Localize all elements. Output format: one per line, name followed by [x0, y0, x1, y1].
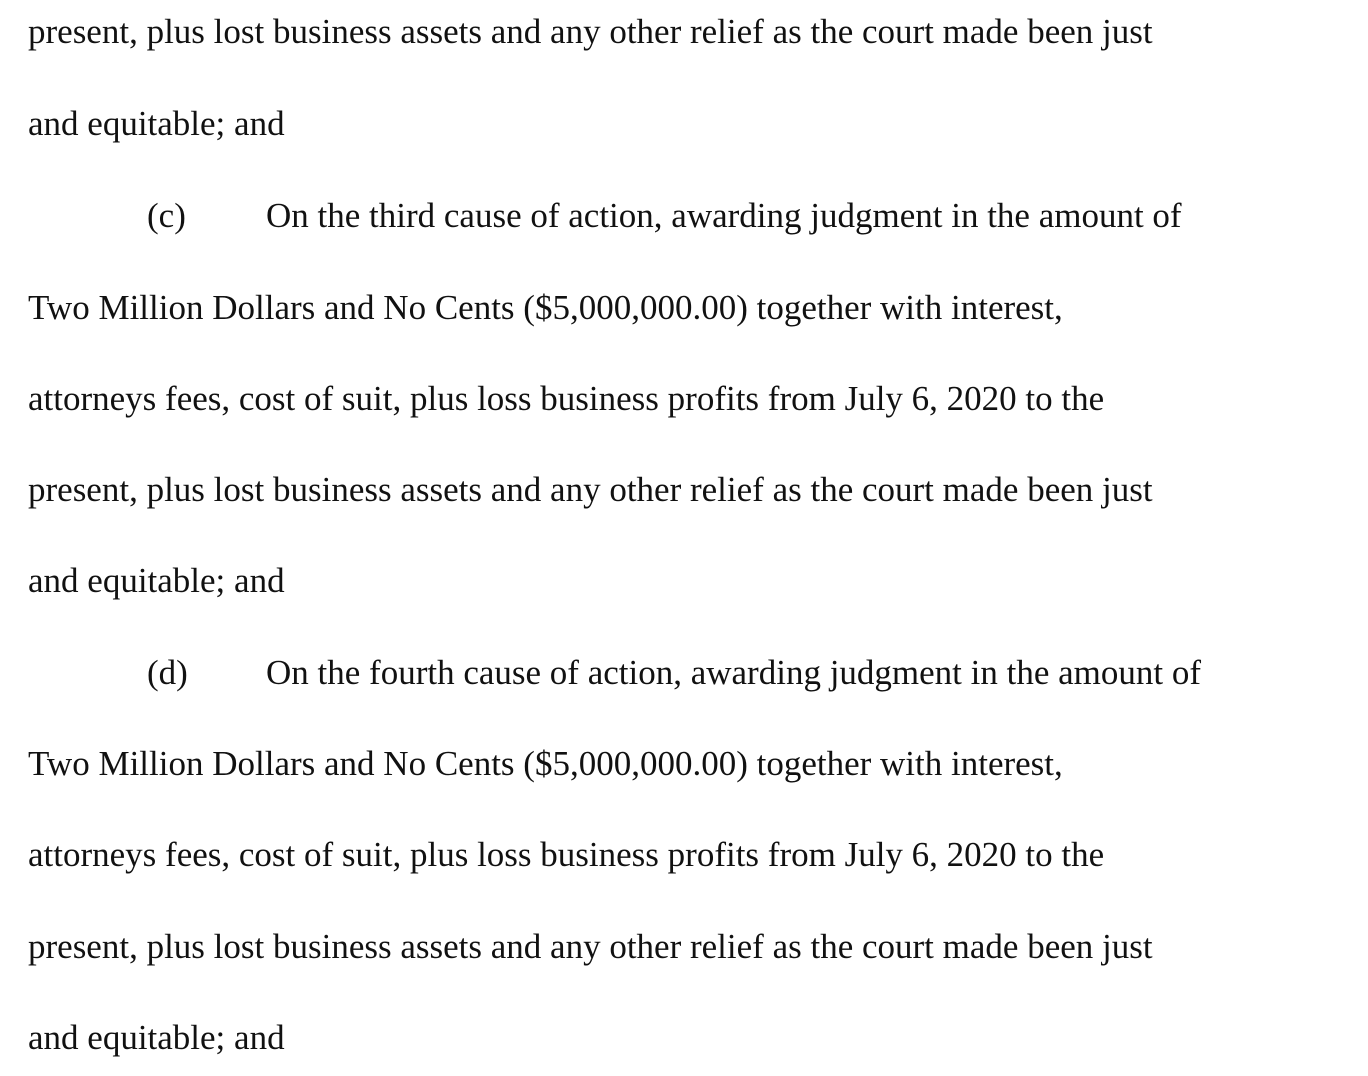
paragraph-d-first-line: On the fourth cause of action, awarding judgment in the amount of — [266, 653, 1202, 692]
text-line: and equitable; and — [28, 561, 285, 600]
paragraph-marker-d: (d) — [147, 653, 188, 692]
text-line: present, plus lost business assets and any other relief as the court made been just — [28, 927, 1153, 966]
paragraph-marker-c: (c) — [147, 196, 186, 235]
text-line: Two Million Dollars and No Cents ($5,000,000.00) together with interest, — [28, 744, 1063, 783]
text-line: and equitable; and — [28, 1018, 285, 1057]
text-line: present, plus lost business assets and any other relief as the court made been just — [28, 470, 1153, 509]
text-line: present, plus lost business assets and any other relief as the court made been just — [28, 12, 1153, 51]
text-line: attorneys fees, cost of suit, plus loss business profits from July 6, 2020 to the — [28, 379, 1105, 418]
text-line: Two Million Dollars and No Cents ($5,000,000.00) together with interest, — [28, 288, 1063, 327]
text-line: attorneys fees, cost of suit, plus loss business profits from July 6, 2020 to the — [28, 835, 1105, 874]
text-line: and equitable; and — [28, 104, 285, 143]
paragraph-c-first-line: On the third cause of action, awarding judgment in the amount of — [266, 196, 1182, 235]
